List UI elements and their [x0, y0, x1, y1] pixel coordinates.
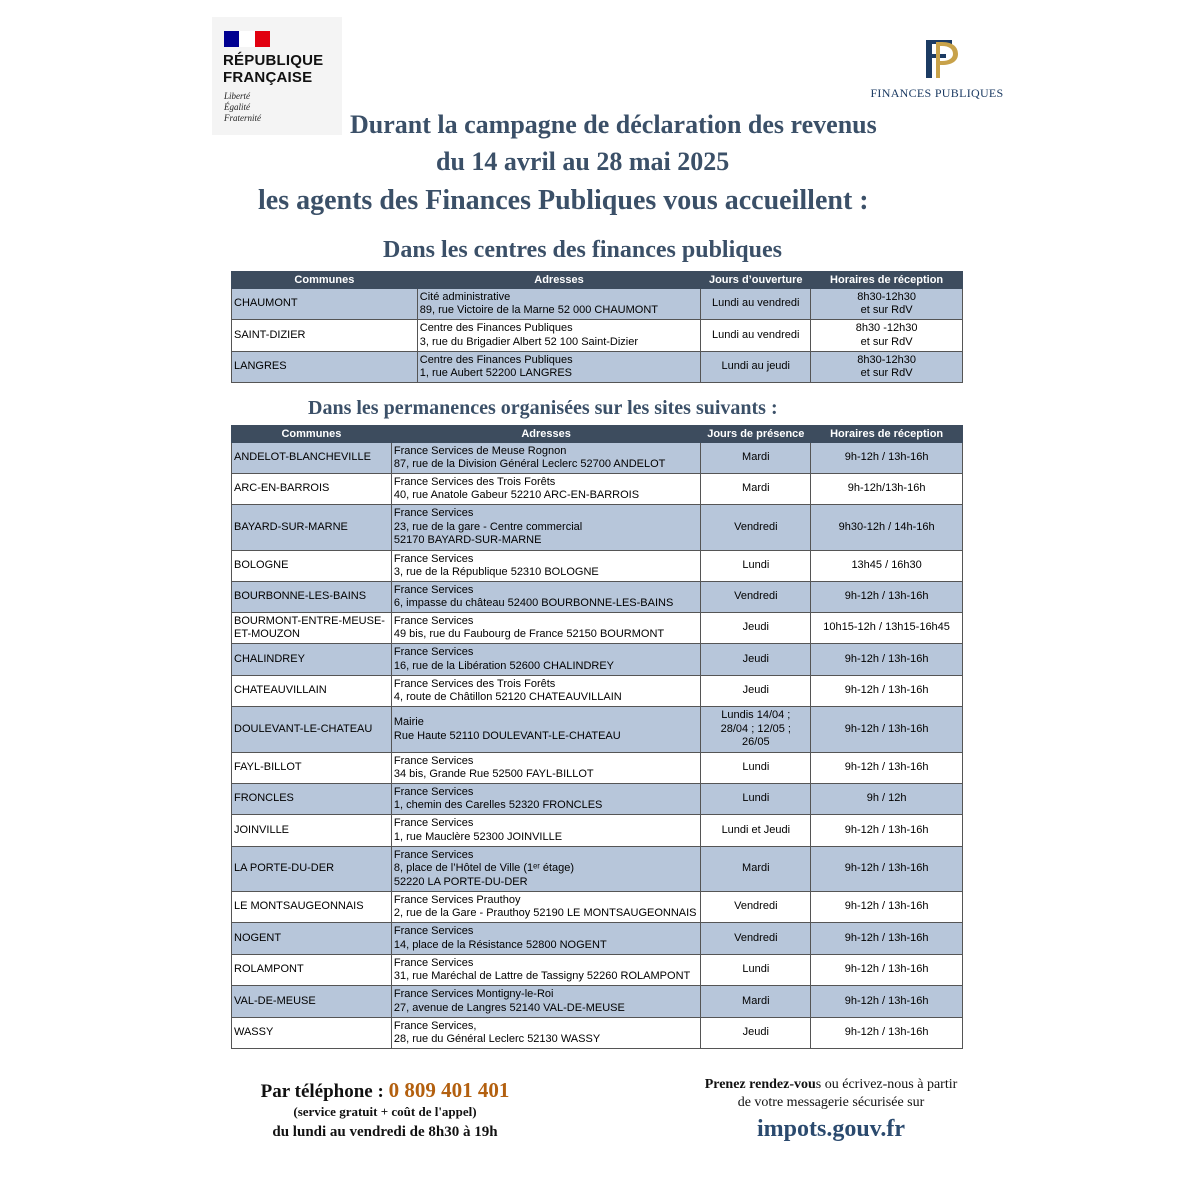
- republique-francaise-logo: [212, 17, 342, 135]
- commune-cell: DOULEVANT-LE-CHATEAU: [232, 707, 392, 753]
- commune-cell: SAINT-DIZIER: [232, 320, 418, 352]
- days-cell: Lundi au jeudi: [701, 352, 811, 383]
- phone-contact: [240, 1078, 530, 1141]
- hours-cell: 9h-12h/13h-16h: [811, 474, 963, 505]
- phone-label: Par téléphone :: [260, 1081, 389, 1102]
- commune-cell: BOURBONNE-LES-BAINS: [232, 582, 392, 613]
- commune-cell: FRONCLES: [232, 784, 392, 815]
- hours-cell: 9h-12h / 13h-16h: [811, 955, 963, 986]
- commune-cell: WASSY: [232, 1018, 392, 1049]
- column-header-communes: Communes: [232, 272, 418, 289]
- days-cell: Mardi: [701, 474, 811, 505]
- hours-cell: 9h-12h / 13h-16h: [811, 847, 963, 892]
- title-line-2: du 14 avril au 28 mai 2025: [436, 147, 730, 176]
- finances-publiques-text: FINANCES PUBLIQUES: [870, 86, 1004, 100]
- commune-cell: LANGRES: [232, 352, 418, 383]
- commune-cell: CHALINDREY: [232, 644, 392, 676]
- motto-egalite: Égalité: [224, 102, 250, 112]
- address-cell: France Services des Trois Forêts 4, route de Châtillon 52120 CHATEAUVILLAIN: [391, 676, 701, 707]
- commune-cell: LA PORTE-DU-DER: [232, 847, 392, 892]
- commune-cell: FAYL-BILLOT: [232, 753, 392, 784]
- table-row: [232, 923, 963, 955]
- column-header-adresses: Adresses: [391, 426, 701, 443]
- address-cell: France Services 23, rue de la gare - Centre commercial 52170 BAYARD-SUR-MARNE: [391, 505, 701, 551]
- table-row: [232, 289, 963, 320]
- section1-heading: Dans les centres des finances publiques: [383, 237, 782, 263]
- address-cell: France Services 14, place de la Résistance 52800 NOGENT: [391, 923, 701, 955]
- hours-cell: 9h-12h / 13h-16h: [811, 676, 963, 707]
- commune-cell: CHATEAUVILLAIN: [232, 676, 392, 707]
- commune-cell: NOGENT: [232, 923, 392, 955]
- days-cell: Lundi: [701, 784, 811, 815]
- hours-cell: 8h30-12h30 et sur RdV: [811, 352, 963, 383]
- phone-note: (service gratuit + coût de l'appel): [293, 1104, 477, 1119]
- logo-motto: [224, 91, 261, 124]
- table-row: [232, 582, 963, 613]
- hours-cell: 9h-12h / 13h-16h: [811, 815, 963, 847]
- table-row: [232, 613, 963, 644]
- days-cell: Jeudi: [701, 644, 811, 676]
- address-cell: Centre des Finances Publiques 1, rue Aubert 52200 LANGRES: [417, 352, 701, 383]
- days-cell: Lundi: [701, 753, 811, 784]
- hours-cell: 9h-12h / 13h-16h: [811, 923, 963, 955]
- commune-cell: ROLAMPONT: [232, 955, 392, 986]
- phone-hours: du lundi au vendredi de 8h30 à 19h: [272, 1124, 498, 1140]
- commune-cell: VAL-DE-MEUSE: [232, 986, 392, 1018]
- address-cell: France Services 6, impasse du château 52400 BOURBONNE-LES-BAINS: [391, 582, 701, 613]
- address-cell: Mairie Rue Haute 52110 DOULEVANT-LE-CHATEAU: [391, 707, 701, 753]
- address-cell: France Services 8, place de l’Hôtel de Ville (1ᵉʳ étage) 52220 LA PORTE-DU-DER: [391, 847, 701, 892]
- table-row: [232, 707, 963, 753]
- column-header-communes: Communes: [232, 426, 392, 443]
- table-row: [232, 892, 963, 923]
- address-cell: France Services Prauthoy 2, rue de la Gare - Prauthoy 52190 LE MONTSAUGEONNAIS: [391, 892, 701, 923]
- address-cell: France Services 34 bis, Grande Rue 52500 FAYL-BILLOT: [391, 753, 701, 784]
- commune-cell: LE MONTSAUGEONNAIS: [232, 892, 392, 923]
- hours-cell: 9h-12h / 13h-16h: [811, 443, 963, 474]
- hours-cell: 9h-12h / 13h-16h: [811, 1018, 963, 1049]
- days-cell: Mardi: [701, 986, 811, 1018]
- hours-cell: 9h-12h / 13h-16h: [811, 582, 963, 613]
- address-cell: France Services 49 bis, rue du Faubourg de France 52150 BOURMONT: [391, 613, 701, 644]
- hours-cell: 9h-12h / 13h-16h: [811, 753, 963, 784]
- days-cell: Vendredi: [701, 582, 811, 613]
- address-cell: France Services 31, rue Maréchal de Lattre de Tassigny 52260 ROLAMPONT: [391, 955, 701, 986]
- days-cell: Lundi au vendredi: [701, 289, 811, 320]
- commune-cell: BAYARD-SUR-MARNE: [232, 505, 392, 551]
- section2-heading: Dans les permanences organisées sur les sites suivants :: [308, 397, 778, 419]
- address-cell: France Services, 28, rue du Général Leclerc 52130 WASSY: [391, 1018, 701, 1049]
- hours-cell: 8h30 -12h30 et sur RdV: [811, 320, 963, 352]
- days-cell: Lundi: [701, 955, 811, 986]
- days-cell: Lundis 14/04 ; 28/04 ; 12/05 ; 26/05: [701, 707, 811, 753]
- logo-name-line2: FRANÇAISE: [223, 69, 313, 86]
- column-header-jours: Jours de présence: [701, 426, 811, 443]
- table-row: [232, 551, 963, 582]
- days-cell: Vendredi: [701, 923, 811, 955]
- address-cell: France Services 1, chemin des Carelles 52320 FRONCLES: [391, 784, 701, 815]
- title-line-1: Durant la campagne de déclaration des revenus: [350, 110, 877, 139]
- commune-cell: CHAUMONT: [232, 289, 418, 320]
- commune-cell: ANDELOT-BLANCHEVILLE: [232, 443, 392, 474]
- table-row: [232, 474, 963, 505]
- table-row: [232, 955, 963, 986]
- days-cell: Jeudi: [701, 676, 811, 707]
- column-header-adresses: Adresses: [417, 272, 701, 289]
- hours-cell: 9h30-12h / 14h-16h: [811, 505, 963, 551]
- hours-cell: 10h15-12h / 13h15-16h45: [811, 613, 963, 644]
- days-cell: Jeudi: [701, 1018, 811, 1049]
- table-row: [232, 352, 963, 383]
- finances-publiques-logo: [862, 30, 1012, 105]
- rdv-bold-text: Prenez rendez-vou: [704, 1077, 816, 1092]
- online-contact: [700, 1076, 962, 1142]
- table-row: [232, 320, 963, 352]
- hours-cell: 13h45 / 16h30: [811, 551, 963, 582]
- french-flag-icon: [224, 31, 270, 47]
- centres-table: [231, 271, 963, 383]
- logo-name-line1: RÉPUBLIQUE: [223, 52, 324, 69]
- table-row: [232, 815, 963, 847]
- table-row: [232, 847, 963, 892]
- motto-fraternite: Fraternité: [224, 113, 261, 123]
- permanences-table: [231, 425, 963, 1049]
- address-cell: France Services 16, rue de la Libération 52600 CHALINDREY: [391, 644, 701, 676]
- logo-name: [223, 52, 323, 86]
- hours-cell: 8h30-12h30 et sur RdV: [811, 289, 963, 320]
- address-cell: France Services de Meuse Rognon 87, rue de la Division Général Leclerc 52700 ANDELOT: [391, 443, 701, 474]
- address-cell: Cité administrative 89, rue Victoire de la Marne 52 000 CHAUMONT: [417, 289, 701, 320]
- commune-cell: BOLOGNE: [232, 551, 392, 582]
- table-row: [232, 644, 963, 676]
- days-cell: Vendredi: [701, 505, 811, 551]
- days-cell: Jeudi: [701, 613, 811, 644]
- finances-publiques-monogram-icon: [912, 34, 962, 84]
- hours-cell: 9h-12h / 13h-16h: [811, 892, 963, 923]
- motto-liberte: Liberté: [224, 91, 250, 101]
- address-cell: France Services Montigny-le-Roi 27, avenue de Langres 52140 VAL-DE-MEUSE: [391, 986, 701, 1018]
- hours-cell: 9h / 12h: [811, 784, 963, 815]
- hours-cell: 9h-12h / 13h-16h: [811, 644, 963, 676]
- address-cell: France Services des Trois Forêts 40, rue Anatole Gabeur 52210 ARC-EN-BARROIS: [391, 474, 701, 505]
- title-line-3: les agents des Finances Publiques vous accueillent :: [258, 185, 869, 216]
- commune-cell: ARC-EN-BARROIS: [232, 474, 392, 505]
- address-cell: France Services 1, rue Mauclère 52300 JOINVILLE: [391, 815, 701, 847]
- days-cell: Lundi et Jeudi: [701, 815, 811, 847]
- table-row: [232, 986, 963, 1018]
- table-row: [232, 1018, 963, 1049]
- address-cell: France Services 3, rue de la République 52310 BOLOGNE: [391, 551, 701, 582]
- days-cell: Mardi: [701, 443, 811, 474]
- table-row: [232, 443, 963, 474]
- hours-cell: 9h-12h / 13h-16h: [811, 707, 963, 753]
- column-header-jours: Jours d’ouverture: [701, 272, 811, 289]
- table-row: [232, 753, 963, 784]
- days-cell: Lundi au vendredi: [701, 320, 811, 352]
- phone-number[interactable]: 0 809 401 401: [388, 1078, 510, 1102]
- days-cell: Vendredi: [701, 892, 811, 923]
- column-header-horaires: Horaires de réception: [811, 426, 963, 443]
- table-row: [232, 784, 963, 815]
- hours-cell: 9h-12h / 13h-16h: [811, 986, 963, 1018]
- rdv-text: s ou écrivez-nous à partir de votre messagerie sécurisée sur: [737, 1077, 958, 1110]
- website-link[interactable]: impots.gouv.fr: [756, 1116, 905, 1142]
- days-cell: Lundi: [701, 551, 811, 582]
- commune-cell: BOURMONT-ENTRE-MEUSE- ET-MOUZON: [232, 613, 392, 644]
- commune-cell: JOINVILLE: [232, 815, 392, 847]
- days-cell: Mardi: [701, 847, 811, 892]
- table-row: [232, 505, 963, 551]
- table-row: [232, 676, 963, 707]
- address-cell: Centre des Finances Publiques 3, rue du Brigadier Albert 52 100 Saint-Dizier: [417, 320, 701, 352]
- column-header-horaires: Horaires de réception: [811, 272, 963, 289]
